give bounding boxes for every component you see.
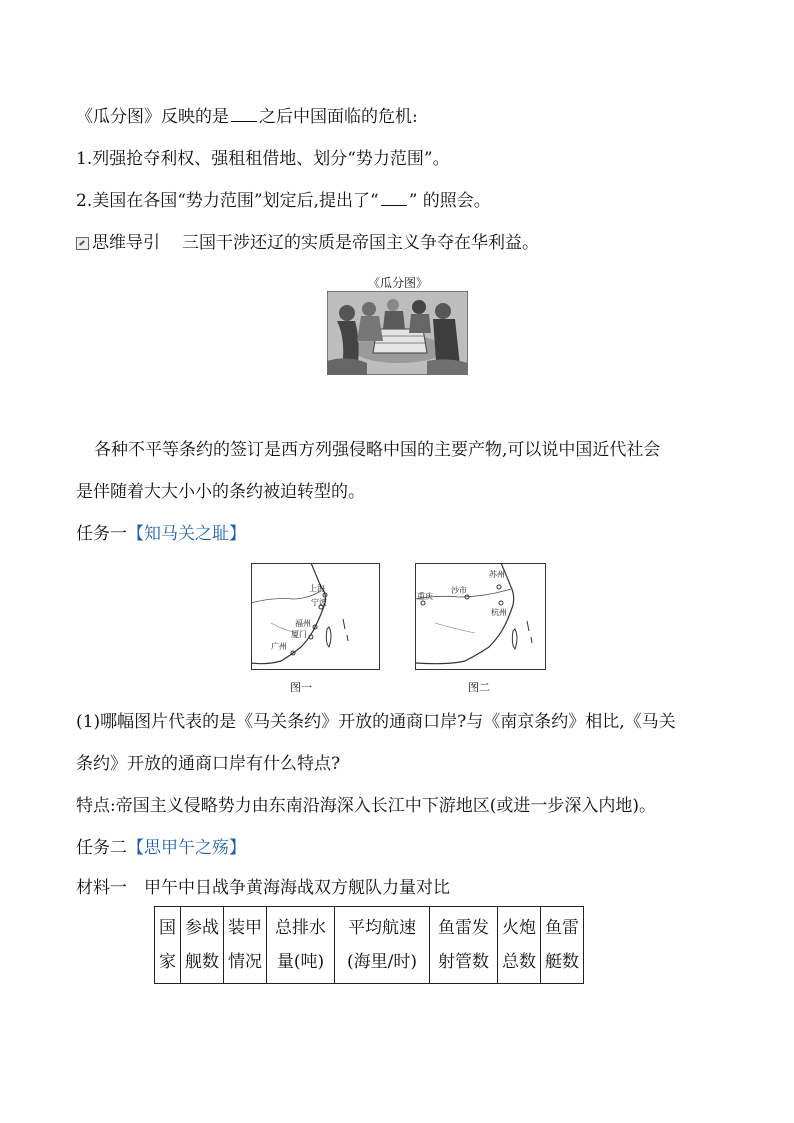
table-header-cell: 火炮 总数 — [498, 907, 541, 984]
line-thinking-guide — [76, 232, 539, 254]
line-3-a: 2.美国在各国“势力范围”划定后,提出了“ — [76, 191, 379, 211]
guide-label: 思维导引 — [92, 233, 160, 253]
map-1-image — [251, 563, 380, 670]
task-1-heading — [76, 523, 246, 545]
task-1-title: 【知马关之耻】 — [127, 524, 246, 544]
cartoon-title: 《瓜分图》 — [368, 276, 429, 290]
map-2-image — [415, 563, 546, 670]
map-2-label-chongqing: 重庆 — [417, 592, 433, 601]
table-header-cell: 总排水 量(吨) — [267, 907, 335, 984]
paragraph-line-2: 是伴随着大大小小的条约被迫转型的。 — [76, 482, 365, 502]
table-header-cell: 平均航速 (海里/时) — [335, 907, 430, 984]
task-2-prefix: 任务二 — [76, 838, 127, 858]
line-3-b: ” 的照会。 — [408, 191, 491, 211]
fleet-comparison-table — [154, 906, 584, 984]
line-1-b: 之后中国面临的危机: — [259, 107, 418, 127]
task-1-prefix: 任务一 — [76, 524, 127, 544]
partition-cartoon-image — [327, 291, 468, 375]
task-2-heading — [76, 837, 246, 859]
fill-blank — [231, 107, 257, 122]
map-1-label-ningbo: 宁波 — [311, 598, 327, 607]
map-2-label-hangzhou: 杭州 — [491, 608, 507, 617]
map-2-label-shashi: 沙市 — [451, 586, 467, 595]
table-header-cell: 鱼雷发 射管数 — [430, 907, 498, 984]
line-point-1: 1.列强抢夺利权、强租租借地、划分“势力范围”。 — [76, 149, 450, 169]
line-point-2 — [76, 190, 491, 212]
task-2-title: 【思甲午之殇】 — [127, 838, 246, 858]
line-partition-cartoon — [76, 106, 418, 128]
table-header-cell: 鱼雷 艇数 — [541, 907, 584, 984]
map-1-label-xiamen: 厦门 — [291, 630, 307, 639]
map-1-caption: 图一 — [290, 681, 312, 694]
map-1-label-fuzhou: 福州 — [295, 619, 311, 628]
answer-1: 特点:帝国主义侵略势力由东南沿海深入长江中下游地区(或进一步深入内地)。 — [76, 796, 656, 816]
map-2-label-suzhou: 苏州 — [489, 570, 505, 579]
paragraph-line-1: 各种不平等条约的签订是西方列强侵略中国的主要产物,可以说中国近代社会 — [94, 440, 661, 460]
map-1-label-shanghai: 上海 — [309, 584, 325, 593]
table-row — [155, 907, 584, 984]
guide-text: 三国干涉还辽的实质是帝国主义争夺在华利益。 — [182, 233, 539, 253]
table-header-cell: 参战 舰数 — [181, 907, 224, 984]
map-2-caption: 图二 — [468, 681, 490, 694]
map-1-label-guangzhou: 广州 — [271, 642, 287, 651]
question-1-line-1: (1)哪幅图片代表的是《马关条约》开放的通商口岸?与《南京条约》相比,《马关 — [76, 712, 676, 732]
table-header-cell: 国 家 — [155, 907, 181, 984]
line-1-a: 《瓜分图》反映的是 — [76, 107, 229, 127]
guide-icon — [76, 237, 89, 250]
fill-blank — [381, 191, 407, 206]
material-1-heading: 材料一 甲午中日战争黄海海战双方舰队力量对比 — [76, 878, 450, 898]
question-1-line-2: 条约》开放的通商口岸有什么特点? — [76, 754, 341, 774]
table-header-cell: 装甲 情况 — [224, 907, 267, 984]
